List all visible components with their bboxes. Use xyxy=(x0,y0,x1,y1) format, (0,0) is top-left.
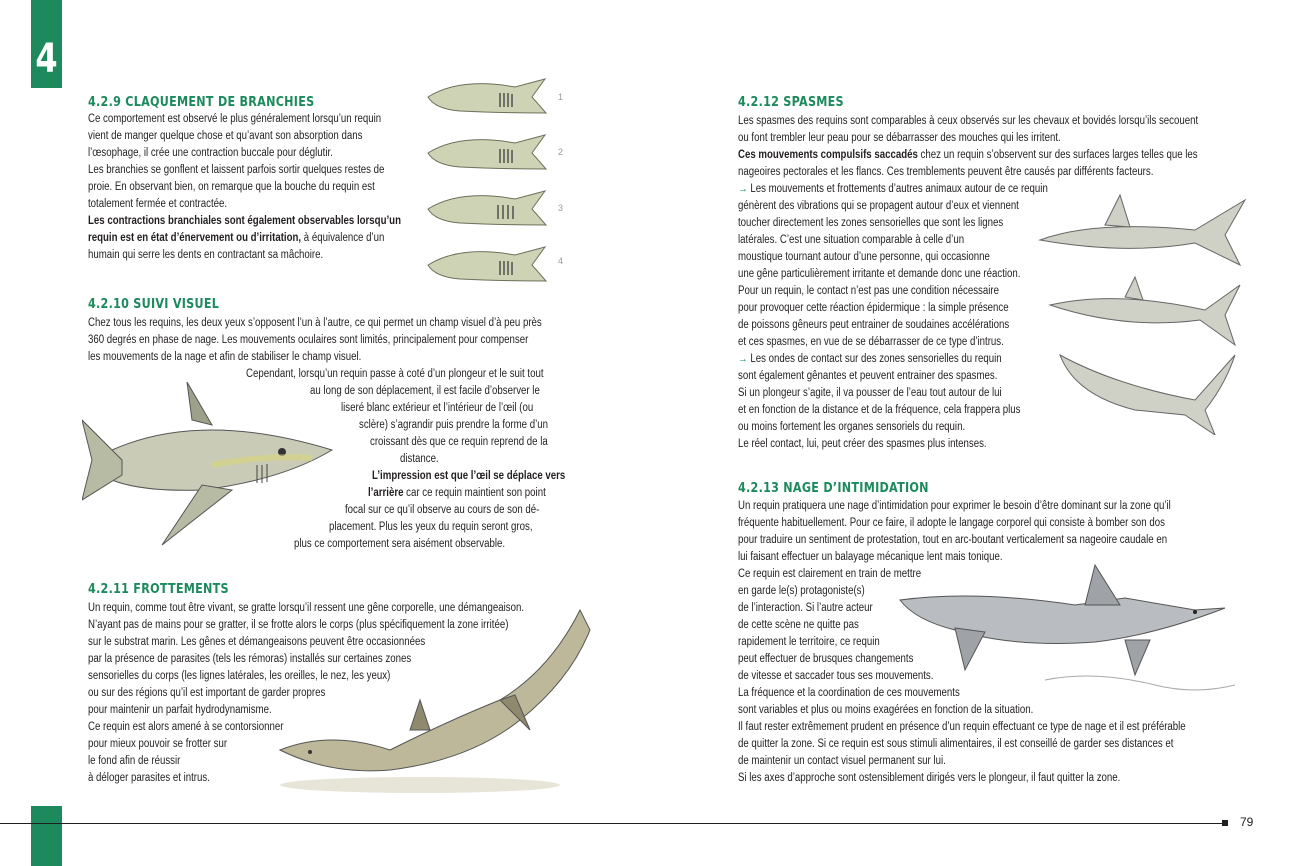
section-title-4-2-9: 4.2.9 CLAQUEMENT DE BRANCHIES xyxy=(88,95,315,110)
text-line: et en fonction de la distance et de la fréquence, cela frappera plus xyxy=(738,404,1021,416)
text-bold: requin est en état d’énervement ou d’irritation, xyxy=(88,232,302,244)
footer-rule xyxy=(0,823,1225,824)
text-line: Si les axes d’approche sont ostensiblement dirigés vers le plongeur, il faut quitter la zone. xyxy=(738,772,1121,784)
text-line: par la présence de parasites (tels les rémoras) installés sur certaines zones xyxy=(88,653,412,665)
text-line: Ce requin est alors amené à se contorsionner xyxy=(88,721,284,733)
text-line: pour traduire un sentiment de protestation, tout en arc-boutant verticalement sa nageoire caudale en xyxy=(738,534,1168,546)
text-line xyxy=(88,230,384,247)
text-line: Cependant, lorsqu’un requin passe à coté d’un plongeur et le suit tout xyxy=(246,368,544,380)
text-line: pour provoquer cette réaction épidermique : la simple présence xyxy=(738,302,1009,314)
text-line: sensorielles du corps (les lignes latérales, les oreilles, le nez, les yeux) xyxy=(88,670,391,682)
text-line: de poissons gêneurs peut entrainer de soudaines accélérations xyxy=(738,319,1010,331)
text-line: sont variables et plus ou moins exagérées en fonction de la situation. xyxy=(738,704,1034,716)
chapter-tab-bottom xyxy=(31,806,62,866)
arrow-icon: → xyxy=(738,353,748,365)
text-line: de vitesse et saccader tous ses mouvements. xyxy=(738,670,934,682)
intimidation-shark-illustration xyxy=(895,560,1240,710)
section-title-4-2-11: 4.2.11 FROTTEMENTS xyxy=(88,582,229,597)
text-line: placement. Plus les yeux du requin seront gros, xyxy=(329,521,533,533)
figure-number: 3 xyxy=(558,203,564,213)
text-line: et ces spasmes, en vue de se débarrasser de ce type d’intrus. xyxy=(738,336,1004,348)
text-line: rapidement le territoire, ce requin xyxy=(738,636,880,648)
text-line: l’œsophage, il crée une contraction buccale pour déglutir. xyxy=(88,147,333,159)
text-line: de l’interaction. Si l’autre acteur xyxy=(738,602,873,614)
text-line xyxy=(738,147,1198,164)
text-line: N’ayant pas de mains pour se gratter, il se frotte alors le corps (plus spécifiquement la zone irritée) xyxy=(88,619,509,631)
text-line: lui faisant effectuer un balayage mécanique lent mais tonique. xyxy=(738,551,1003,563)
text-line: sclère) s’agrandir puis prendre la forme d’un xyxy=(359,419,548,431)
text-line: Si un plongeur s’agite, il va pousser de l’eau tout autour de lui xyxy=(738,387,1002,399)
text-line: 360 degrés en phase de nage. Les mouvements oculaires sont limités, principalement pour compenser xyxy=(88,334,529,346)
text-span: car ce requin maintient son point xyxy=(403,487,546,499)
text-line: ou font trembler leur peau pour se débarrasser des mouches qui les irritent. xyxy=(738,132,1061,144)
text-line xyxy=(368,485,546,502)
text-line: le fond afin de réussir xyxy=(88,755,181,767)
text-line xyxy=(738,181,1048,198)
text-line: liseré blanc extérieur et l’intérieur de l’œil (ou xyxy=(341,402,534,414)
text-span: à équivalence d’un xyxy=(301,232,385,244)
text-line: Le réel contact, lui, peut créer des spasmes plus intenses. xyxy=(738,438,987,450)
text-line: les mouvements de la nage et afin de stabiliser le champ visuel. xyxy=(88,351,362,363)
text-line: distance. xyxy=(400,453,439,465)
text-line: Pour un requin, le contact n’est pas une condition nécessaire xyxy=(738,285,999,297)
text-line: focal sur ce qu’il observe au cours de son dé- xyxy=(345,504,540,516)
text-line: sont également gênantes et peuvent entrainer des spasmes. xyxy=(738,370,998,382)
chapter-number: 4 xyxy=(35,36,58,82)
text-line xyxy=(738,351,1002,368)
text-line: plus ce comportement sera aisément observable. xyxy=(294,538,506,550)
section-title-4-2-13: 4.2.13 NAGE D’INTIMIDATION xyxy=(738,481,929,496)
text-line: peut effectuer de brusques changements xyxy=(738,653,914,665)
text-line: proie. En observant bien, on remarque que la bouche du requin est xyxy=(88,181,375,193)
figure-number: 4 xyxy=(558,256,564,266)
text-line: Ce comportement est observé le plus généralement lorsqu’un requin xyxy=(88,113,382,125)
spasm-sharks-illustration xyxy=(1035,185,1250,435)
text-line: croissant dès que ce requin reprend de la xyxy=(370,436,548,448)
figure-number: 2 xyxy=(558,147,564,157)
text-line: sur le substrat marin. Les gênes et démangeaisons peuvent être occasionnées xyxy=(88,636,426,648)
text-line: de maintenir un contact visuel permanent sur lui. xyxy=(738,755,946,767)
section-title-4-2-10: 4.2.10 SUIVI VISUEL xyxy=(88,297,220,312)
text-line: ou sur des régions qu’il est important de garder propres xyxy=(88,687,326,699)
text-line: pour mieux pouvoir se frotter sur xyxy=(88,738,228,750)
text-line: Chez tous les requins, les deux yeux s’opposent l’un à l’autre, ce qui permet un champ visuel d’à peu près xyxy=(88,317,542,329)
arrow-icon: → xyxy=(738,183,748,195)
page-number: 79 xyxy=(1240,815,1254,829)
text-line: toucher directement les zones sensorielles que sont les lignes xyxy=(738,217,1004,229)
text-line: au long de son déplacement, il est facile d’observer le xyxy=(310,385,540,397)
text-line: nageoires pectorales et les flancs. Ces tremblements peuvent être causés par différents facteurs. xyxy=(738,166,1154,178)
rubbing-shark-illustration xyxy=(270,600,600,800)
text-line: fréquente habituellement. Pour ce faire, il adopte le langage corporel qui consiste à bomber son dos xyxy=(738,517,1165,529)
text-span: chez un requin s’observent sur des surfaces larges telles que les xyxy=(917,149,1198,161)
shark-eye-illustration xyxy=(82,380,342,550)
section-title-4-2-12: 4.2.12 SPASMES xyxy=(738,95,844,110)
text-line: à déloger parasites et intrus. xyxy=(88,772,210,784)
text-line: Les spasmes des requins sont comparables à ceux observés sur les chevaux et bovidés lorsqu’ils secouent xyxy=(738,115,1199,127)
text-line: latérales. C’est une situation comparable à celle d’un xyxy=(738,234,965,246)
text-line-bold: L’impression est que l’œil se déplace vers xyxy=(372,470,566,482)
footer-bullet xyxy=(1222,820,1228,826)
text-bold: Ces mouvements compulsifs saccadés xyxy=(738,149,918,161)
text-line: en garde le(s) protagoniste(s) xyxy=(738,585,865,597)
text-line: Ce requin est clairement en train de mettre xyxy=(738,568,922,580)
text-span: Les mouvements et frottements d’autres animaux autour de ce requin xyxy=(747,183,1048,195)
text-line: ou moins fortement les organes sensoriels du requin. xyxy=(738,421,966,433)
text-line: une gêne particulièrement irritante et demande donc une réaction. xyxy=(738,268,1021,280)
text-span: Les ondes de contact sur des zones sensorielles du requin xyxy=(747,353,1002,365)
text-line: Les branchies se gonflent et laissent parfois sortir quelques restes de xyxy=(88,164,385,176)
text-line: vient de manger quelque chose et qu’avant son absorption dans xyxy=(88,130,363,142)
text-line: Un requin, comme tout être vivant, se gratte lorsqu’il ressent une gêne corporelle, une démangeaison. xyxy=(88,602,525,614)
text-line-bold: Les contractions branchiales sont également observables lorsqu’un xyxy=(88,215,401,227)
text-bold: l’arrière xyxy=(368,487,404,499)
text-line: La fréquence et la coordination de ces mouvements xyxy=(738,687,960,699)
text-line: totalement fermée et contractée. xyxy=(88,198,228,210)
text-line: Un requin pratiquera une nage d’intimidation pour exprimer le besoin d’être dominant sur la zone qu’il xyxy=(738,500,1171,512)
text-line: moustique tournant autour d’une personne, qui occasionne xyxy=(738,251,990,263)
text-line: de quitter la zone. Si ce requin est sous stimuli alimentaires, il est conseillé de garder ses distances et xyxy=(738,738,1174,750)
text-line: pour maintenir un parfait hydrodynamisme. xyxy=(88,704,272,716)
figure-number: 1 xyxy=(558,92,564,102)
gill-sequence-illustration xyxy=(420,75,550,295)
text-line: génèrent des vibrations qui se propagent autour d’eux et viennent xyxy=(738,200,1019,212)
text-line: humain qui serre les dents en contractant sa mâchoire. xyxy=(88,249,324,261)
text-line: Il faut rester extrêmement prudent en présence d’un requin effectuant ce type de nage et il est préférable xyxy=(738,721,1186,733)
text-line: de cette scène ne quitte pas xyxy=(738,619,859,631)
